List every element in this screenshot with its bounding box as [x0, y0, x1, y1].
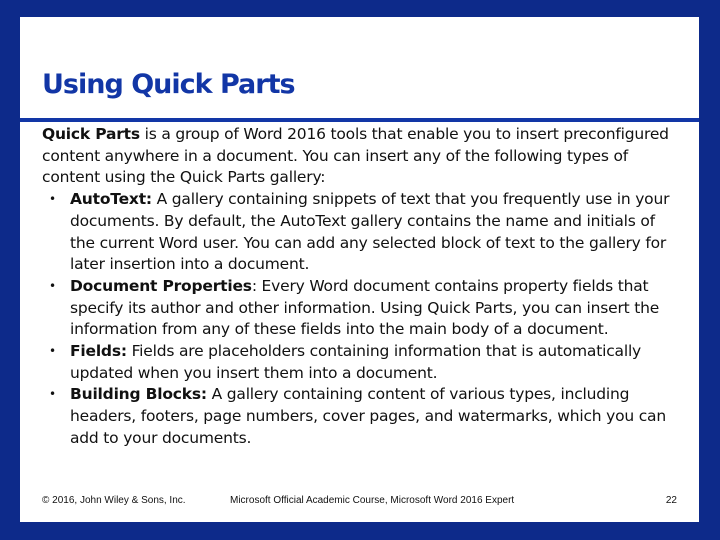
- bullet-marker: •: [49, 278, 56, 293]
- bullet-text: : Every Word document contains property fields that specify its author and other information. Using Quick Parts, you can insert the information from any of these fields into the main body of a document.: [70, 276, 660, 339]
- bullet-marker: •: [49, 192, 56, 207]
- intro-term: Quick Parts: [42, 125, 140, 143]
- bullet-item-building-blocks: [42, 384, 682, 449]
- bullet-text: A gallery containing snippets of text that you frequently use in your documents. By default, the AutoText gallery contains the name and initials of the current Word user. You can add any selected block of text to the gallery for later insertion into a document.: [70, 190, 670, 274]
- title-rule: [20, 118, 699, 122]
- slide-title: Using Quick Parts: [42, 69, 295, 100]
- bullet-item-document-properties: [42, 276, 682, 341]
- bullet-list: [42, 189, 682, 449]
- bullet-item-fields: [42, 341, 682, 384]
- bullet-marker: •: [49, 344, 56, 359]
- bullet-marker: •: [49, 387, 56, 402]
- footer-copyright: © 2016, John Wiley & Sons, Inc.: [42, 495, 186, 506]
- bullet-term: AutoText:: [70, 190, 152, 209]
- bullet-term: Building Blocks:: [70, 385, 207, 404]
- footer-page-number: 22: [665, 495, 677, 506]
- slide: [20, 17, 699, 522]
- footer-course: Microsoft Official Academic Course, Microsoft Word 2016 Expert: [230, 495, 515, 506]
- bullet-item-autotext: [42, 189, 682, 276]
- bullet-text: A gallery containing content of various types, including headers, footers, page numbers, cover pages, and watermarks, which you can add to your documents.: [70, 385, 666, 447]
- bullet-term: Document Properties: [70, 276, 252, 295]
- bullet-text: Fields are placeholders containing information that is automatically updated when you insert them into a document.: [70, 342, 642, 382]
- slide-body: [42, 124, 682, 450]
- intro-text: is a group of Word 2016 tools that enable you to insert preconfigured content anywhere in a document. You can insert any of the following types of content using the Quick Parts gallery:: [42, 125, 669, 187]
- intro-paragraph: [42, 124, 682, 189]
- bullet-term: Fields:: [70, 342, 127, 361]
